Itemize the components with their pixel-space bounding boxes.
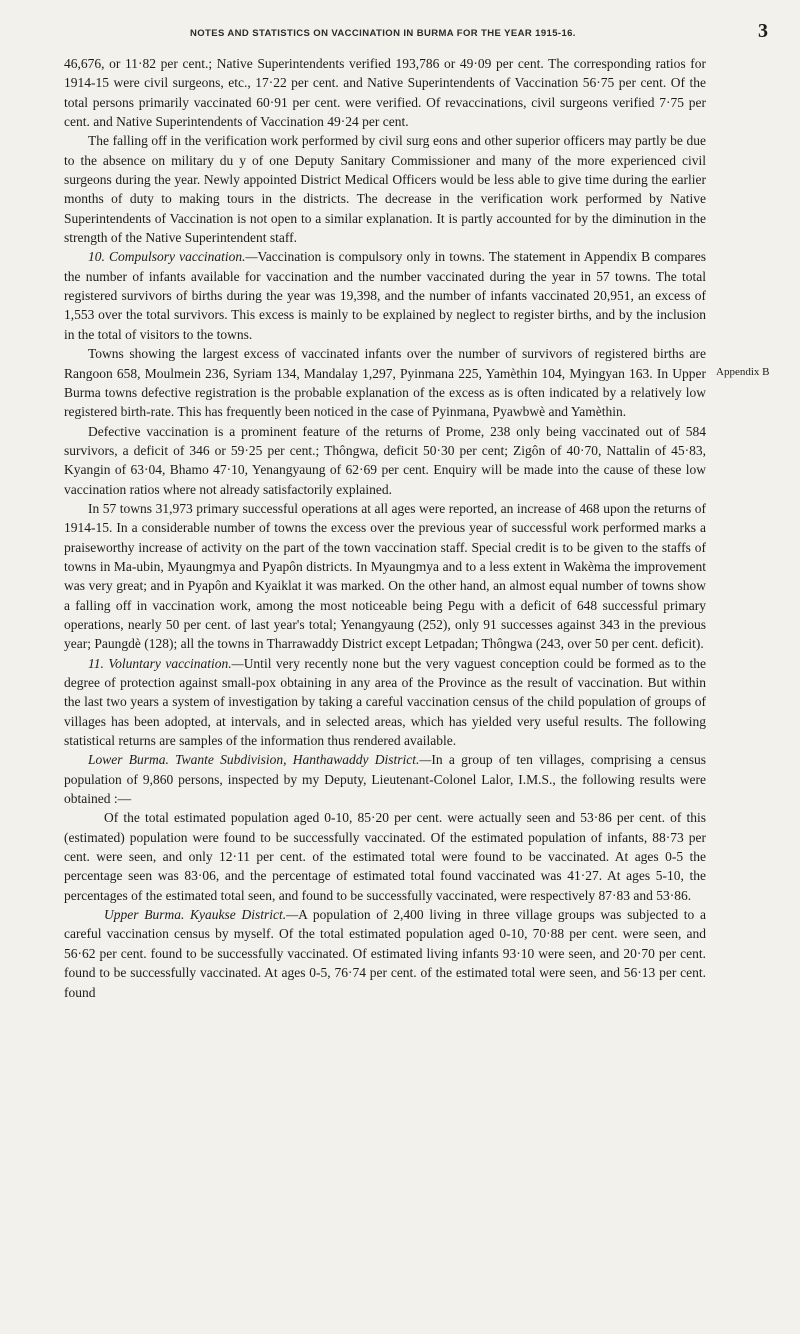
- paragraph-2: [64, 131, 706, 247]
- body-text: [64, 54, 706, 1002]
- section-11-paragraph: [64, 654, 706, 751]
- paragraph-4-text: Towns showing the largest excess of vaccinated infants over the number of survivors of registered births are Rangoon 658, Moulmein 236, Syriam 134, Mandalay 1,297, Pyinmana 225, Yamèthin 104, Myingyan 163. In Upper Burma towns defective registration is the probable explanation of the excess as is often indicated by a relatively low registered birth-rate. This has frequently been noticed in the case of Pyinmana, Pyawbwè and Yamèthin.: [64, 346, 706, 420]
- section-11-heading: 11. Voluntary vaccination.—: [88, 655, 244, 671]
- upper-burma-heading: Upper Burma. Kyaukse District.—: [104, 907, 299, 923]
- lower-burma-heading: Lower Burma. Twante Subdivision, Hanthawaddy District.—: [88, 752, 432, 768]
- page-number: 3: [758, 20, 768, 42]
- paragraph-2-text: The falling off in the verification work performed by civil surg eons and other superior officers may partly be due to the absence on military du y of one Deputy Sanitary Commissioner and many of the more experienced civil surgeons during the year. Newly appointed District Medical Officers would be less able to give time during the earlier months of duty to making tours in the districts. The decrease in the verification work performed by Native Superintendents of Vaccination is not open to a similar explanation. It is partly accounted for by the diminution in the strength of the Native Superintendent staff.: [64, 133, 706, 246]
- paragraph-5-text: Defective vaccination is a prominent feature of the returns of Prome, 238 only being vaccinated out of 584 survivors, a deficit of 346 or 59·25 per cent.; Thôngwa, deficit 50·30 per cent; Zigôn of 40·70, Nattalin of 45·83, Kyangin of 63·04, Bhamo 47·10, Yenangyaung of 62·69 per cent. Enquiry will be made into the cause of these low vaccination ratios where not already satisfactorily explained.: [64, 423, 706, 497]
- running-header: NOTES AND STATISTICS ON VACCINATION IN BURMA FOR THE YEAR 1915-16.: [190, 28, 576, 39]
- upper-burma-text: A population of 2,400 living in three village groups was subjected to a careful vaccination census by myself. Of the total estimated population aged 0-10, 70·88 per cent. were seen, and 56·62 per cent. found to be successfully vaccinated. Of estimated living infants 93·10 were seen, and 20·70 per cent. found to be successfully vaccinated. At ages 0-5, 76·74 per cent. of the estimated total were seen, and 56·13 per cent. found: [64, 907, 706, 1000]
- section-10-paragraph: [64, 247, 706, 344]
- margin-note: Appendix B: [716, 366, 770, 378]
- paragraph-1-text: 46,676, or 11·82 per cent.; Native Superintendents verified 193,786 or 49·09 per cent. The corresponding ratios for 1914-15 were civil surgeons, etc., 17·22 per cent. and Native Superintendents of Vaccination 56·75 per cent. Of the total persons primarily vaccinated 60·91 per cent. were verified. Of revaccinations, civil surgeons verified 7·75 per cent. and Native Superintendents of Vaccination 49·24 per cent.: [64, 56, 706, 130]
- paragraph-6: [64, 499, 706, 654]
- section-11-text: Until very recently none but the very vaguest conception could be formed as to the degree of protection against small-pox obtaining in any area of the Province as the result of vaccination. But within the last two years a system of investigation by taking a careful vaccination census of the child population of groups of villages has been adopted, at intervals, and in selected areas, which has yielded very useful results. The following statistical returns are samples of the information thus rendered available.: [64, 655, 706, 749]
- paragraph-9-text: Of the total estimated population aged 0-10, 85·20 per cent. were actually seen and 53·86 per cent. of this (estimated) population were found to be successfully vaccinated. Of the estimated population of infants, 88·73 per cent. were seen, and only 12·11 per cent. of the estimated total were found to be vaccinated. At ages 0-5 the percentage seen was 83·06, and the percentage of estimated total found vaccinated was 41·27. At ages 5-10, the percentages of the estimated total seen, and found to be successfully vaccinated, were respectively 87·83 and 53·86.: [64, 810, 706, 903]
- lower-burma-paragraph: [64, 750, 706, 808]
- paragraph-6-text: In 57 towns 31,973 primary successful operations at all ages were reported, an increase of 468 upon the returns of 1914-15. In a considerable number of towns the excess over the previous year of successful work performed marks a praiseworthy increase of activity on the part of the town vaccination staff. Special credit is to be given to the staffs of towns in Ma-ubin, Myaungmya and Pyapôn districts. In Myaungmya and to a less extent in Wakèma the improvement was very great; and in Pyapôn and Kyaiklat it was marked. On the other hand, an almost equal number of towns show a falling off in vaccination work, among the most noticeable being Pegu with a deficit of 648 successful primary operations, nearly 50 per cent. of last year's total; Yenangyaung (252), only 91 successes against 343 in the previous year; Paungdè (128); all the towns in Tharrawaddy District except Letpadan; Thôngwa (243, over 50 per cent. deficit).: [64, 500, 706, 652]
- lower-burma-text: In a group of ten villages, comprising a census population of 9,860 persons, inspected by my Deputy, Lieutenant-Colonel Lalor, I.M.S., the following results were obtained :—: [64, 752, 706, 807]
- upper-burma-paragraph: [64, 905, 706, 1002]
- paragraph-1: [64, 54, 706, 131]
- paragraph-4: [64, 344, 706, 421]
- paragraph-9: [64, 808, 706, 905]
- section-10-text: Vaccination is compulsory only in towns. The statement in Appendix B compares the number of infants available for vaccination and the number vaccinated during the year in 57 towns. The total registered survivors of births during the year was 19,398, and the number of infants vaccinated 20,951, an excess of 1,553 over the total survivors. This excess is mainly to be explained by neglect to register births, and by the inclusion in the total of visitors to the towns.: [64, 249, 706, 342]
- section-10-heading: 10. Compulsory vaccination.—: [88, 249, 258, 265]
- paragraph-5: [64, 422, 706, 499]
